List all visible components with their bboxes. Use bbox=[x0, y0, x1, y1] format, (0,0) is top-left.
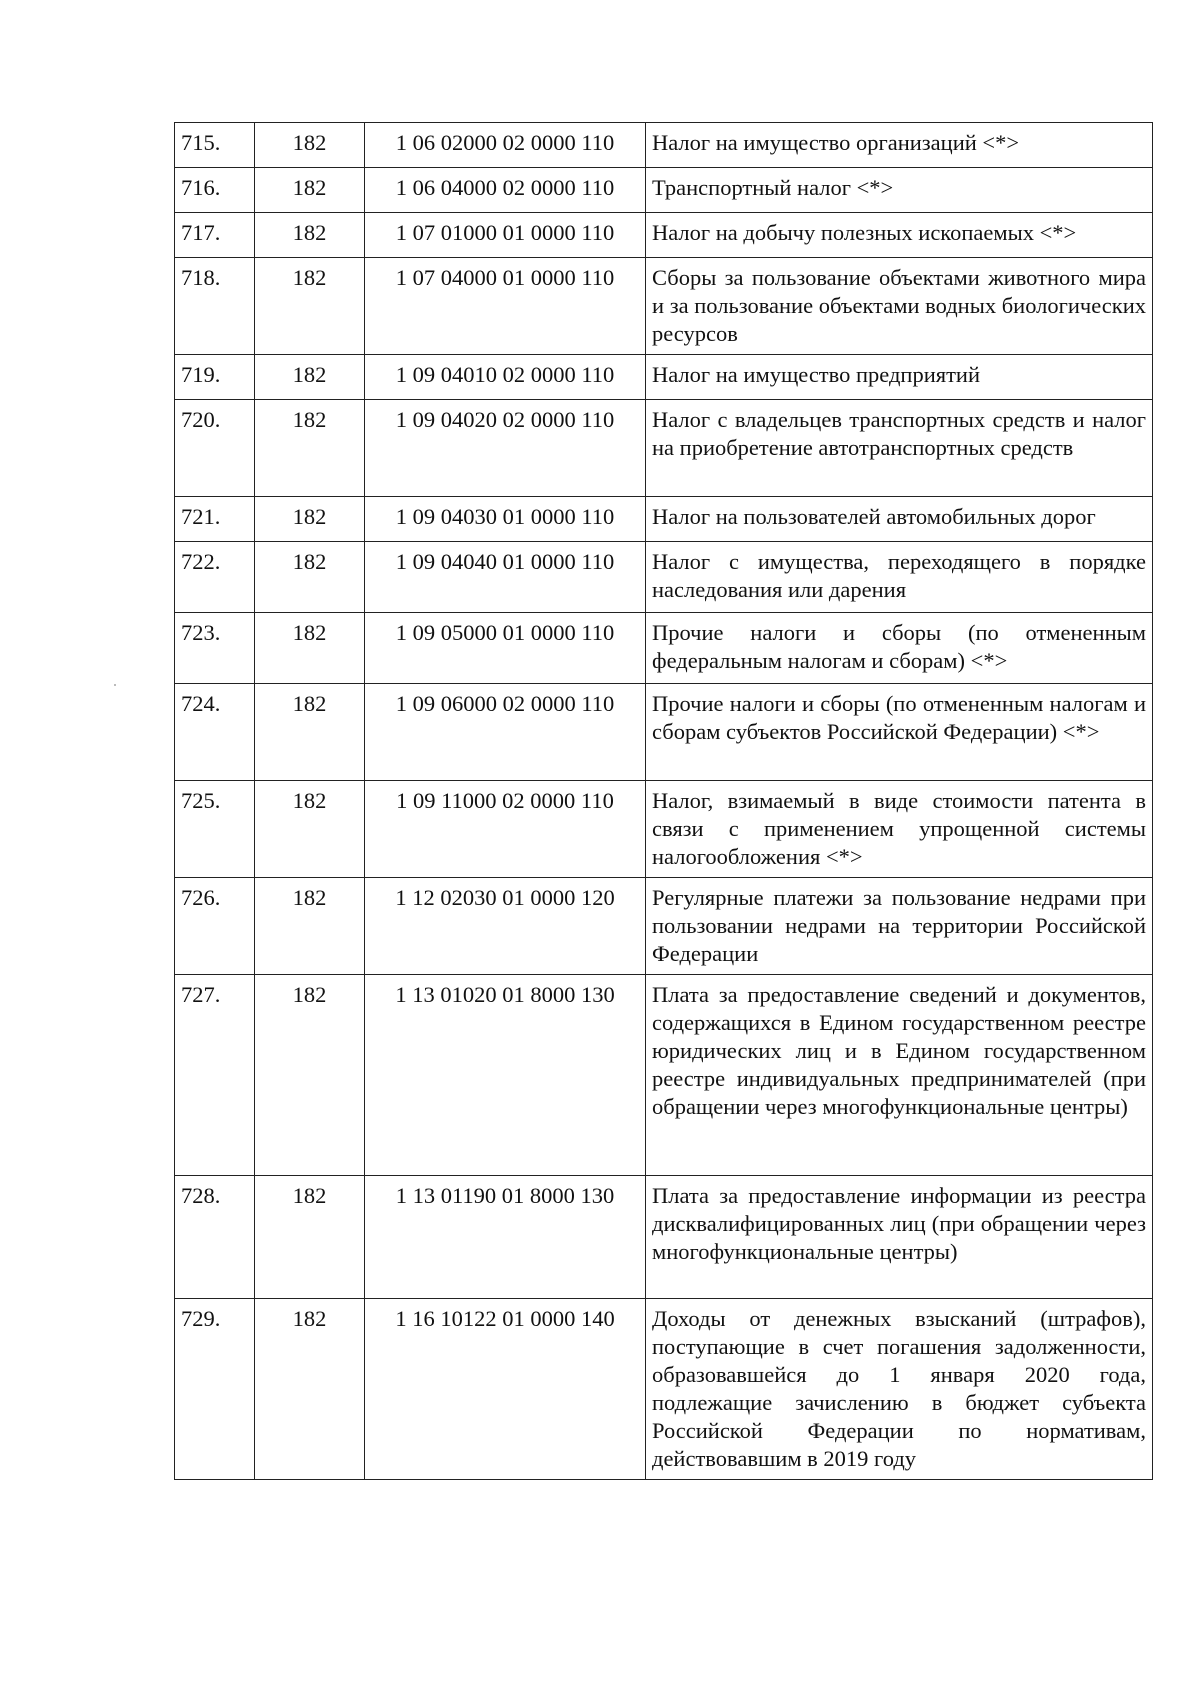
table-row bbox=[175, 497, 1153, 542]
revenue-name: Прочие налоги и сборы (по отмененным федеральным налогам и сборам) <*> bbox=[646, 613, 1153, 684]
administrator-code: 182 bbox=[255, 878, 365, 975]
budget-classification-code: 1 07 01000 01 0000 110 bbox=[365, 213, 646, 258]
budget-classification-code: 1 07 04000 01 0000 110 bbox=[365, 258, 646, 355]
row-number: 719. bbox=[175, 355, 255, 400]
administrator-code: 182 bbox=[255, 497, 365, 542]
administrator-code: 182 bbox=[255, 975, 365, 1176]
revenue-name: Налог, взимаемый в виде стоимости патента в связи с применением упрощенной системы налогообложения <*> bbox=[646, 781, 1153, 878]
row-number: 722. bbox=[175, 542, 255, 613]
table-row bbox=[175, 613, 1153, 684]
revenue-name: Налог на имущество организаций <*> bbox=[646, 123, 1153, 168]
budget-classification-code: 1 06 04000 02 0000 110 bbox=[365, 168, 646, 213]
row-number: 726. bbox=[175, 878, 255, 975]
table-row bbox=[175, 213, 1153, 258]
budget-classification-code: 1 09 04030 01 0000 110 bbox=[365, 497, 646, 542]
budget-classification-code: 1 13 01020 01 8000 130 bbox=[365, 975, 646, 1176]
budget-classification-code: 1 12 02030 01 0000 120 bbox=[365, 878, 646, 975]
revenue-name: Налог с имущества, переходящего в порядке наследования или дарения bbox=[646, 542, 1153, 613]
table-row bbox=[175, 684, 1153, 781]
administrator-code: 182 bbox=[255, 1299, 365, 1480]
administrator-code: 182 bbox=[255, 400, 365, 497]
budget-classification-code: 1 13 01190 01 8000 130 bbox=[365, 1176, 646, 1299]
table-row bbox=[175, 781, 1153, 878]
row-number: 716. bbox=[175, 168, 255, 213]
revenue-name: Сборы за пользование объектами животного мира и за пользование объектами водных биологических ресурсов bbox=[646, 258, 1153, 355]
revenue-name: Регулярные платежи за пользование недрами при пользовании недрами на территории Российской Федерации bbox=[646, 878, 1153, 975]
table-row bbox=[175, 1299, 1153, 1480]
budget-classification-code: 1 09 06000 02 0000 110 bbox=[365, 684, 646, 781]
row-number: 728. bbox=[175, 1176, 255, 1299]
table-row bbox=[175, 975, 1153, 1176]
revenue-name: Налог на пользователей автомобильных дорог bbox=[646, 497, 1153, 542]
administrator-code: 182 bbox=[255, 542, 365, 613]
administrator-code: 182 bbox=[255, 123, 365, 168]
budget-classification-code: 1 09 11000 02 0000 110 bbox=[365, 781, 646, 878]
table-row bbox=[175, 123, 1153, 168]
administrator-code: 182 bbox=[255, 355, 365, 400]
table-row bbox=[175, 258, 1153, 355]
table-body bbox=[175, 123, 1153, 1480]
budget-classification-code: 1 09 04010 02 0000 110 bbox=[365, 355, 646, 400]
budget-classification-code: 1 16 10122 01 0000 140 bbox=[365, 1299, 646, 1480]
row-number: 717. bbox=[175, 213, 255, 258]
row-number: 715. bbox=[175, 123, 255, 168]
budget-classification-code: 1 09 04040 01 0000 110 bbox=[365, 542, 646, 613]
budget-classification-code: 1 06 02000 02 0000 110 bbox=[365, 123, 646, 168]
table-row bbox=[175, 168, 1153, 213]
revenue-name: Прочие налоги и сборы (по отмененным налогам и сборам субъектов Российской Федерации) <*> bbox=[646, 684, 1153, 781]
table-row bbox=[175, 400, 1153, 497]
revenue-name: Плата за предоставление сведений и документов, содержащихся в Едином государственном реестре юридических лиц и в Едином государственном реестре индивидуальных предпринимателей (при обращении через многофункциональные центры) bbox=[646, 975, 1153, 1176]
administrator-code: 182 bbox=[255, 613, 365, 684]
row-number: 721. bbox=[175, 497, 255, 542]
table-row bbox=[175, 355, 1153, 400]
administrator-code: 182 bbox=[255, 684, 365, 781]
revenue-name: Доходы от денежных взысканий (штрафов), поступающие в счет погашения задолженности, образовавшейся до 1 января 2020 года, подлежащие зачислению в бюджет субъекта Российской Федерации по нормативам, действовавшим в 2019 году bbox=[646, 1299, 1153, 1480]
budget-revenue-table bbox=[174, 122, 1153, 1480]
row-number: 718. bbox=[175, 258, 255, 355]
row-number: 724. bbox=[175, 684, 255, 781]
table-row bbox=[175, 1176, 1153, 1299]
administrator-code: 182 bbox=[255, 258, 365, 355]
revenue-name: Налог на добычу полезных ископаемых <*> bbox=[646, 213, 1153, 258]
scan-artifact bbox=[114, 684, 116, 686]
budget-classification-code: 1 09 05000 01 0000 110 bbox=[365, 613, 646, 684]
table-row bbox=[175, 878, 1153, 975]
row-number: 725. bbox=[175, 781, 255, 878]
administrator-code: 182 bbox=[255, 781, 365, 878]
revenue-name: Плата за предоставление информации из реестра дисквалифицированных лиц (при обращении через многофункциональные центры) bbox=[646, 1176, 1153, 1299]
row-number: 729. bbox=[175, 1299, 255, 1480]
administrator-code: 182 bbox=[255, 213, 365, 258]
row-number: 727. bbox=[175, 975, 255, 1176]
revenue-name: Налог с владельцев транспортных средств и налог на приобретение автотранспортных средств bbox=[646, 400, 1153, 497]
administrator-code: 182 bbox=[255, 168, 365, 213]
budget-classification-code: 1 09 04020 02 0000 110 bbox=[365, 400, 646, 497]
row-number: 720. bbox=[175, 400, 255, 497]
revenue-name: Налог на имущество предприятий bbox=[646, 355, 1153, 400]
table-row bbox=[175, 542, 1153, 613]
revenue-name: Транспортный налог <*> bbox=[646, 168, 1153, 213]
row-number: 723. bbox=[175, 613, 255, 684]
administrator-code: 182 bbox=[255, 1176, 365, 1299]
